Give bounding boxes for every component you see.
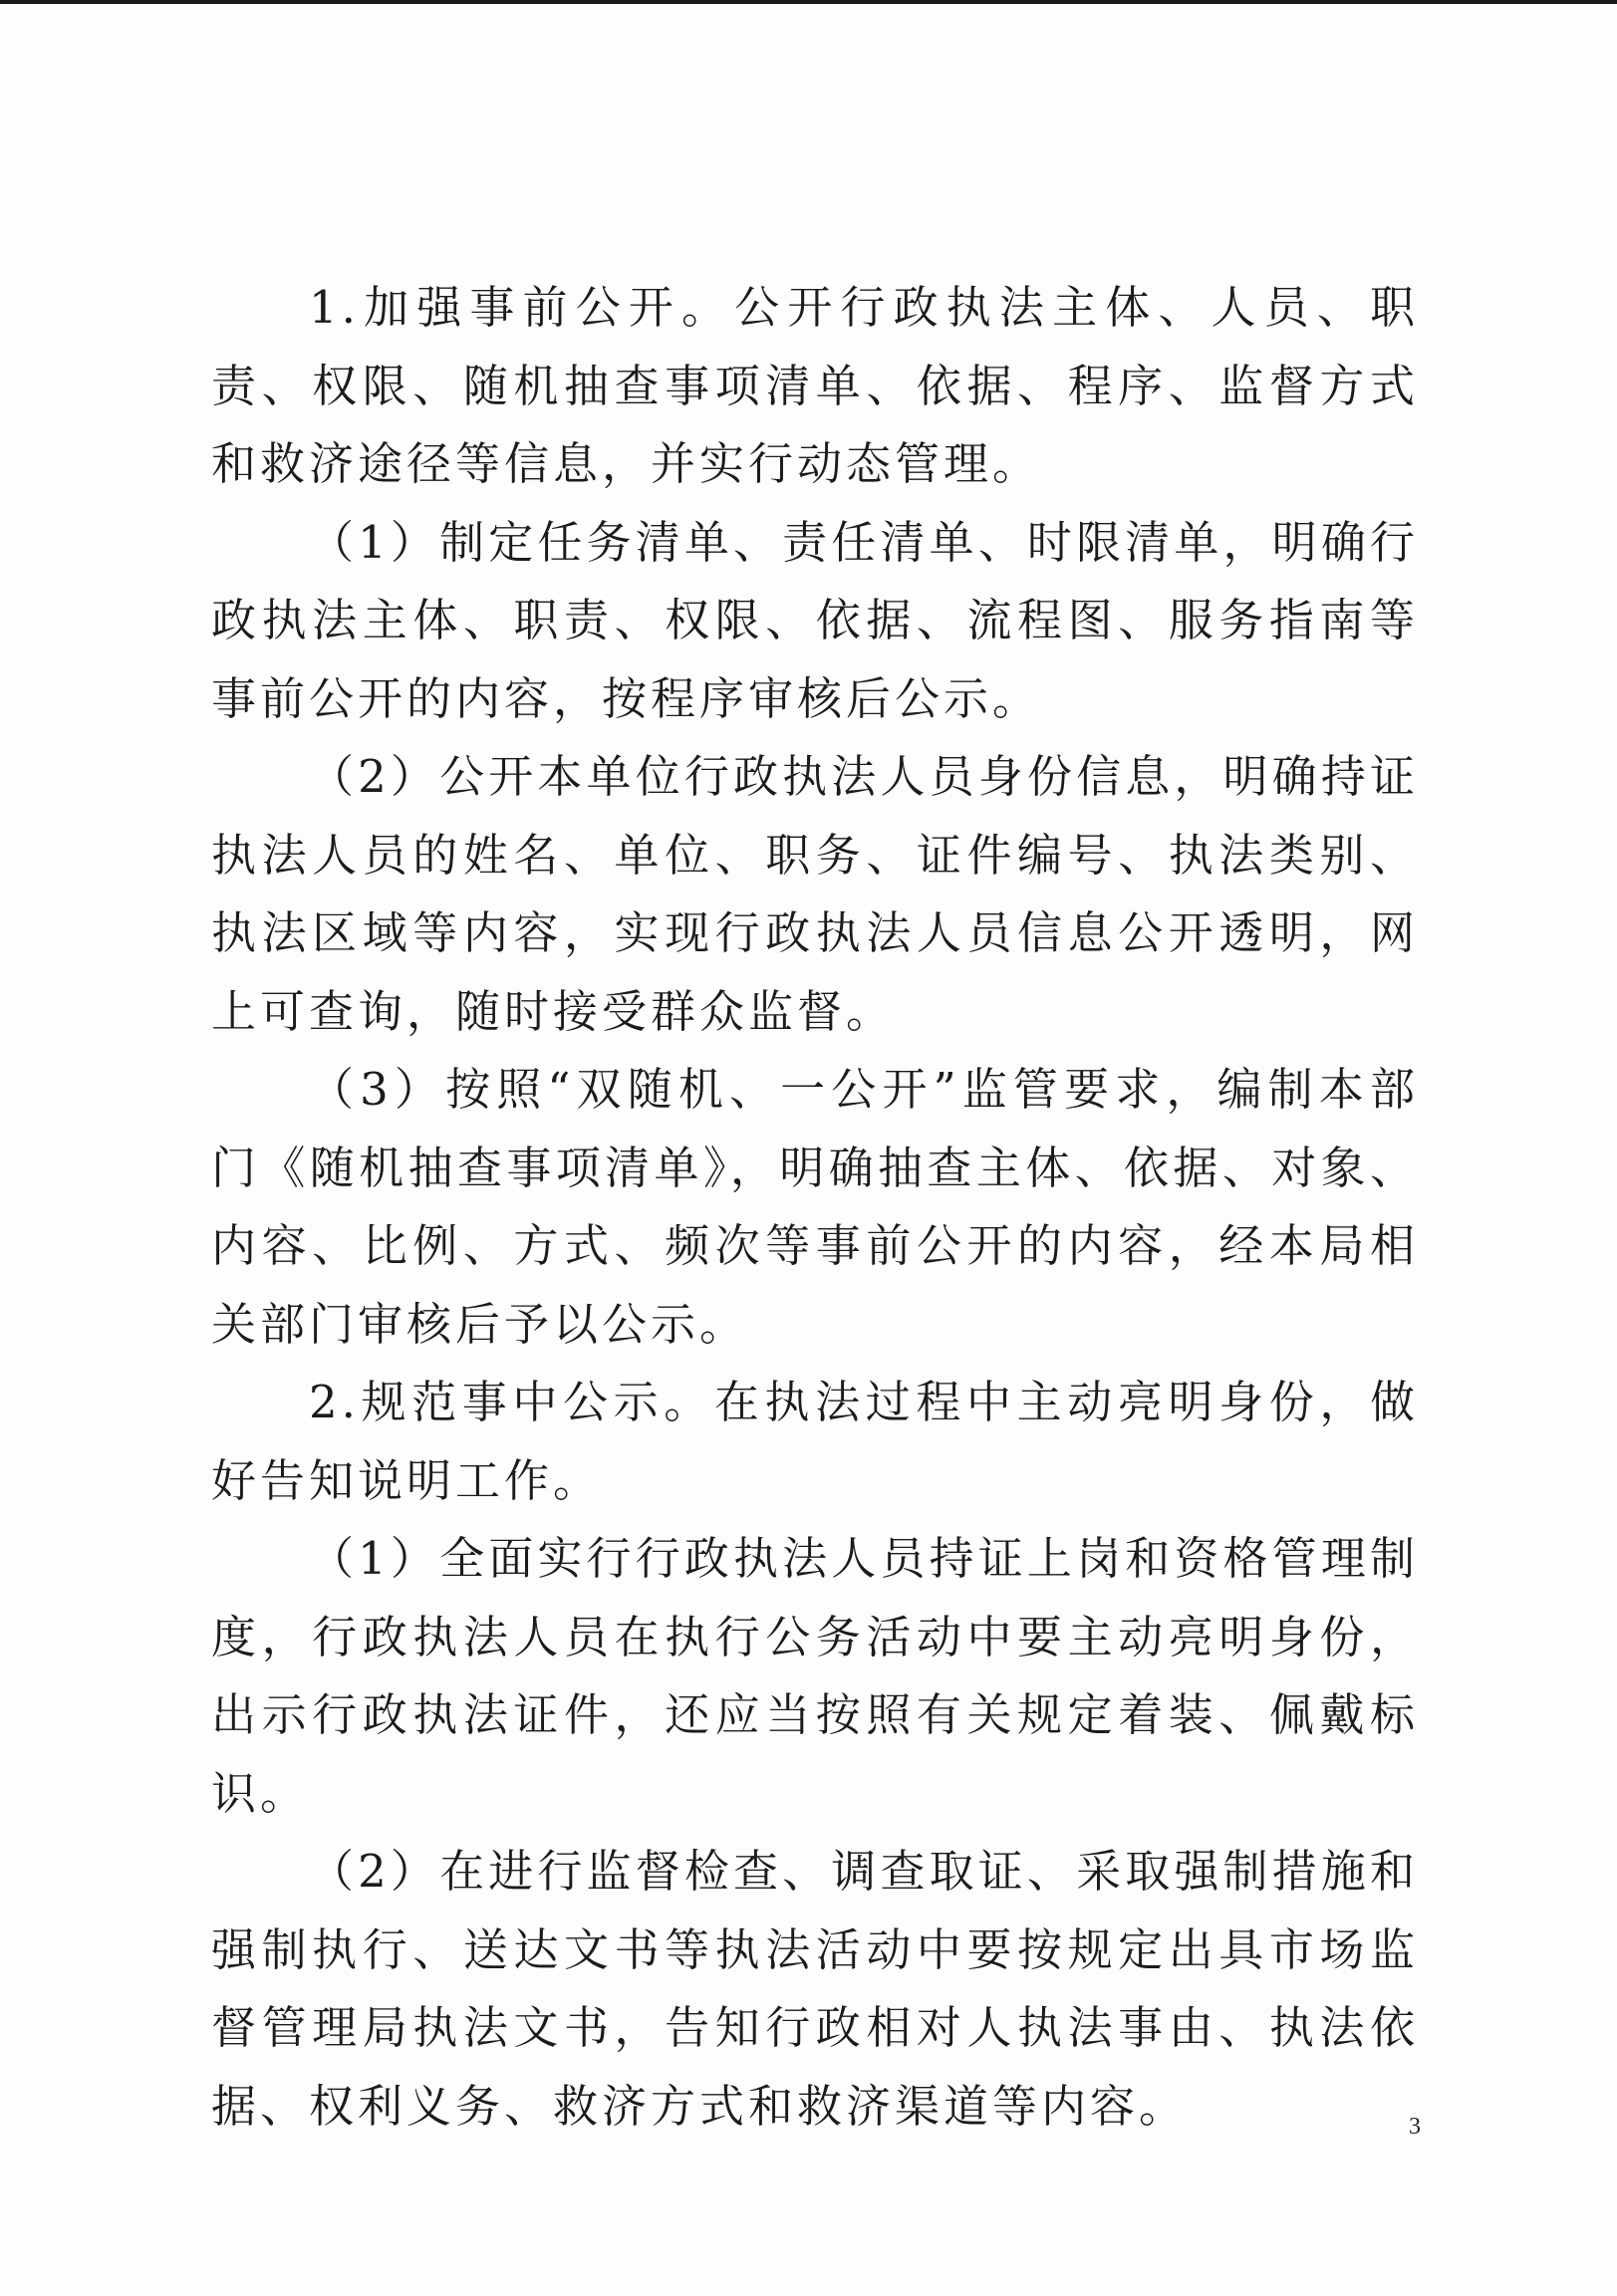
paragraph-2-in-process-disclosure: 2.规范事中公示。在执法过程中主动亮明身份，做好告知说明工作。 xyxy=(211,1376,1419,1507)
paragraph-1-item-2: （2）公开本单位行政执法人员身份信息，明确持证执法人员的姓名、单位、职务、证件编号、执法类别、执法区域等内容，实现行政执法人员信息公开透明，网上可查询，随时接受群众监督。 xyxy=(211,750,1419,1038)
paragraph-2-item-2: （2）在进行监督检查、调查取证、采取强制措施和强制执行、送达文书等执法活动中要按规定出具市场监督管理局执法文书，告知行政相对人执法事由、执法依据、权利义务、救济方式和救济渠道等内容。 xyxy=(211,1845,1419,2133)
paragraph-1-item-1: （1）制定任务清单、责任清单、时限清单，明确行政执法主体、职责、权限、依据、流程图、服务指南等事前公开的内容，按程序审核后公示。 xyxy=(211,515,1419,725)
scan-top-edge xyxy=(0,0,1617,4)
paragraph-2-item-1: （1）全面实行行政执法人员持证上岗和资格管理制度，行政执法人员在执行公务活动中要主动亮明身份，出示行政执法证件，还应当按照有关规定着装、佩戴标识。 xyxy=(211,1532,1419,1820)
paragraph-1-item-3: （3）按照“双随机、一公开”监管要求，编制本部门《随机抽查事项清单》，明确抽查主体、依据、对象、内容、比例、方式、频次等事前公开的内容，经本局相关部门审核后予以公示。 xyxy=(211,1063,1419,1351)
paragraph-1-pre-disclosure: 1.加强事前公开。公开行政执法主体、人员、职责、权限、随机抽查事项清单、依据、程序、监督方式和救济途径等信息，并实行动态管理。 xyxy=(211,281,1419,490)
page-number: 3 xyxy=(1409,2114,1421,2140)
document-body xyxy=(211,269,1419,2146)
